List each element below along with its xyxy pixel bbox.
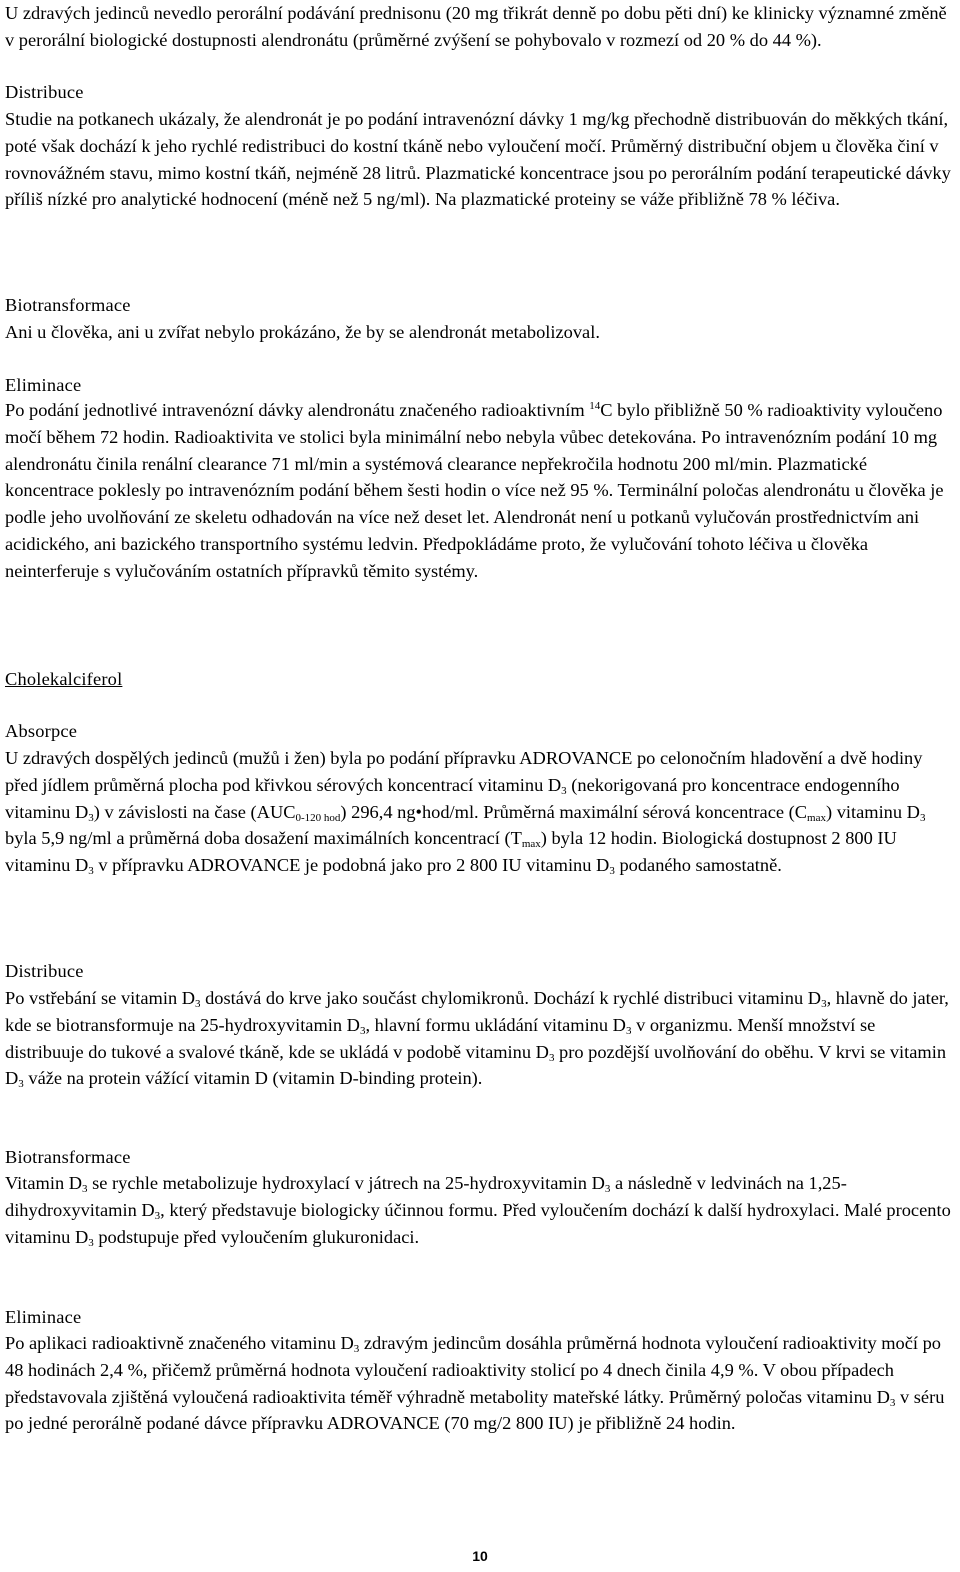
cholecalciferol-absorption-heading: Absorpce: [5, 721, 78, 741]
isotope-mass-number: 14: [589, 400, 601, 412]
alendronate-distribution-paragraph: Studie na potkanech ukázaly, že alendronát je po podání intravenózní dávky 1 mg/kg přechodně distribuován do měkkých tkání, poté však dochází k jeho rychlé redistribuci do kostní tkáně nebo vyloučení močí. Průměrný distribuční objem u člověka činí v rovnovážném stavu, mimo kostní tkáň, nejméně 28 litrů. Plazmatické koncentrace jsou po perorálním podání terapeutické dávky příliš nízké pro analytické hodnocení (méně než 5 ng/ml). Na plazmatické proteiny se váže přibližně 78 % léčiva.: [5, 109, 951, 210]
intro-paragraph: U zdravých jedinců nevedlo perorální podávání prednisonu (20 mg třikrát denně po dobu pěti dní) ke klinicky významné změně v perorální biologické dostupnosti alendronátu (průměrné zvýšení se pohybovalo v rozmezí od 20 % do 44 %).: [5, 3, 947, 50]
cholecalciferol-elimination-heading: Eliminace: [5, 1307, 82, 1327]
page-number: 10: [472, 1548, 488, 1564]
cholecalciferol-section-title: Cholekalciferol: [5, 669, 123, 689]
alendronate-elimination-heading: Eliminace: [5, 375, 82, 395]
cholecalciferol-distribution-heading: Distribuce: [5, 961, 84, 981]
cholecalciferol-distribution-paragraph: Po vstřebání se vitamin $D_3$ dostává do krve jako součást chylomikronů. Dochází k rychlé distribuci vitaminu $D_3$, hlavně do jater, kde se biotransformuje na 25-hydroxyvitamin $D_3$, hlavní formu ukládání vitaminu $D_3$ v organizmu. Menší množství se distribuuje do tukové a svalové tkáně, kde se ukládá v podobě vitaminu $D_3$ pro pozdější uvolňování do oběhu. V krvi se vitamin $D_3$ váže na protein vážící vitamin D (vitamin D-binding protein).: [5, 988, 949, 1091]
cholecalciferol-biotransformation-heading: Biotransformace: [5, 1147, 131, 1167]
cholecalciferol-elimination-paragraph: Po aplikaci radioaktivně značeného vitaminu $D_3$ zdravým jedincům dosáhla průměrná hodnota vyloučení radioaktivity močí po 48 hodinách 2,4 %, přičemž průměrná hodnota vyloučení radioaktivity stolicí po 4 dnech činila 4,9 %. V obou případech představovala zjištěná vyloučená radioaktivita téměř výhradně metabolity mateřské látky. Průměrný poločas vitaminu $D_3$ v séru po jedné perorálně podané dávce přípravku ADROVANCE (70 mg/2 800 IU) je přibližně 24 hodin.: [5, 1333, 945, 1434]
alendronate-elimination-paragraph: Po podání jednotlivé intravenózní dávky alendronátu značeného radioaktivním $^{14}$C bylo přibližně 50 % radioaktivity vyloučeno močí během 72 hodin. Radioaktivita ve stolici byla minimální nebo nebyla vůbec detekována. Po intravenózním podání 10 mg alendronátu činila renální clearance 71 ml/min a systémová clearance nepřekročila hodnotu 200 ml/min. Plazmatické koncentrace poklesly po intravenózním podání během šesti hodin o více než 95 %. Terminální poločas alendronátu u člověka je podle jeho uvolňování ze skeletu odhadován na více než deset let. Alendronát není u potkanů vylučován prostřednictvím ani acidického, ani bazického transportního systému ledvin. Předpokládáme proto, že vylučování tohoto léčiva u člověka neinterferuje s vylučováním ostatních přípravků těmito systémy.: [5, 400, 944, 581]
alendronate-distribution-heading: Distribuce: [5, 82, 84, 102]
cholecalciferol-absorption-paragraph: U zdravých dospělých jedinců (mužů i žen) byla po podání přípravku ADROVANCE po celonočním hladovění a dvě hodiny před jídlem průměrná plocha pod křivkou sérových koncentrací vitaminu $D_3$ (nekorigovaná pro koncentrace endogenního vitaminu $D_3$) v závislosti na čase $(AUC_{0-120 hod})$ 296,4 ng•hod/ml. Průměrná maximální sérová koncentrace $(C_{max})$ vitaminu $D_3$ byla 5,9 ng/ml a průměrná doba dosažení maximálních koncentrací $(T_{max})$ byla 12 hodin. Biologická dostupnost 2 800 IU vitaminu $D_3$ v přípravku ADROVANCE je podobná jako pro 2 800 IU vitaminu $D_3$ podaného samostatně.: [5, 748, 926, 878]
alendronate-biotransformation-paragraph: Ani u člověka, ani u zvířat nebylo prokázáno, že by se alendronát metabolizoval.: [5, 322, 600, 342]
cholecalciferol-biotransformation-paragraph: Vitamin $D_3$ se rychle metabolizuje hydroxylací v játrech na 25-hydroxyvitamin $D_3$ a následně v ledvinách na 1,25-dihydroxyvitamin $D_3$, který představuje biologicky účinnou formu. Před vyloučením dochází k další hydroxylaci. Malé procento vitaminu $D_3$ podstupuje před vyloučením glukuronidaci.: [5, 1173, 951, 1249]
alendronate-biotransformation-heading: Biotransformace: [5, 295, 131, 315]
